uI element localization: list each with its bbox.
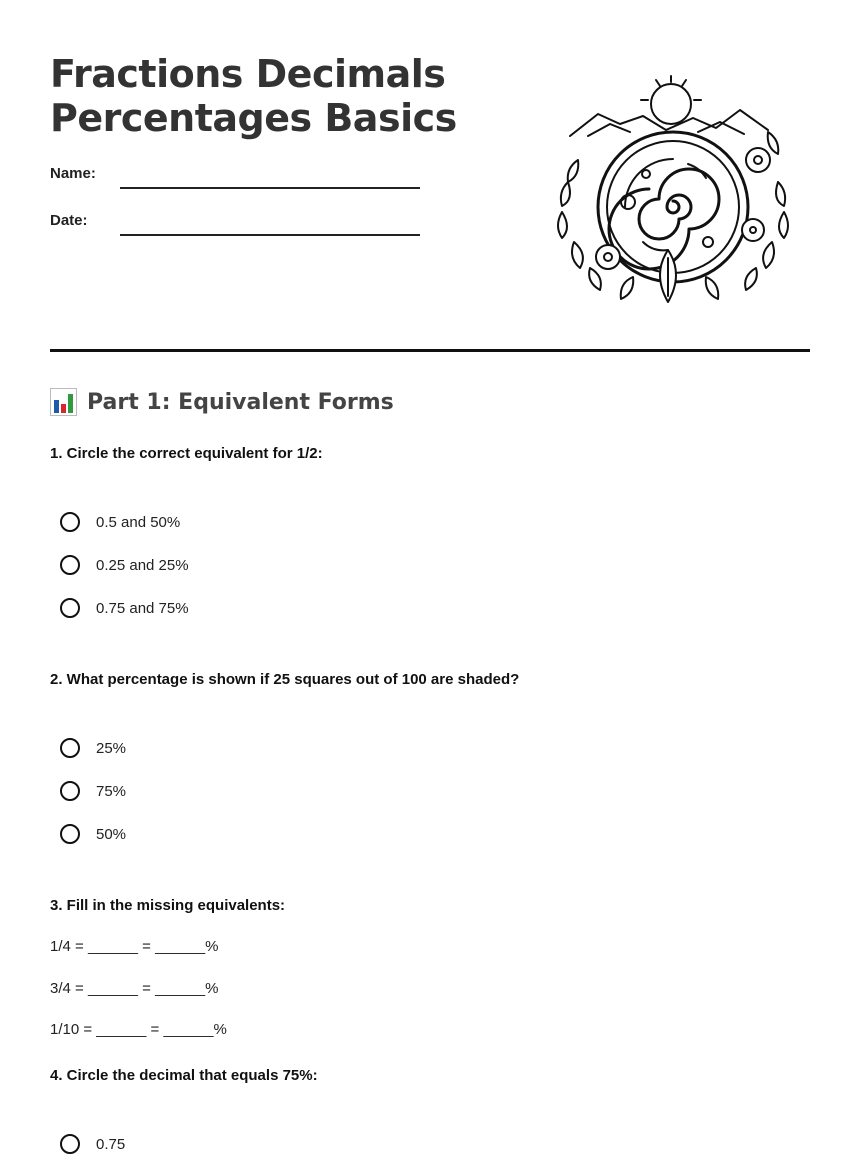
radio-circle[interactable] xyxy=(60,1134,80,1154)
radio-circle[interactable] xyxy=(60,738,80,758)
fill-line-1[interactable]: 1/4 = ______ = ______% xyxy=(50,938,219,955)
koru-emblem-illustration xyxy=(548,72,798,312)
q1-option-2[interactable] xyxy=(60,555,189,575)
title-line-1: Fractions Decimals xyxy=(50,52,446,96)
radio-circle[interactable] xyxy=(60,824,80,844)
option-label: 0.75 and 75% xyxy=(96,599,189,617)
title-line-2: Percentages Basics xyxy=(50,96,457,140)
worksheet-title xyxy=(50,52,457,140)
section-1-heading xyxy=(50,388,394,416)
q4-option-1[interactable] xyxy=(60,1134,125,1154)
radio-circle[interactable] xyxy=(60,555,80,575)
section-divider xyxy=(50,349,810,352)
question-3: 3. Fill in the missing equivalents: xyxy=(50,897,286,914)
q1-option-3[interactable] xyxy=(60,598,189,618)
radio-circle[interactable] xyxy=(60,512,80,532)
q2-option-1[interactable] xyxy=(60,738,126,758)
question-2: 2. What percentage is shown if 25 squares out of 100 are shaded? xyxy=(50,671,520,688)
date-label: Date: xyxy=(50,212,88,229)
question-1: 1. Circle the correct equivalent for 1/2: xyxy=(50,445,323,462)
fill-line-2[interactable]: 3/4 = ______ = ______% xyxy=(50,980,219,997)
name-label: Name: xyxy=(50,165,96,182)
q2-option-2[interactable] xyxy=(60,781,126,801)
q1-option-1[interactable] xyxy=(60,512,180,532)
option-label: 75% xyxy=(96,782,127,800)
radio-circle[interactable] xyxy=(60,781,80,801)
option-label: 0.75 xyxy=(96,1135,126,1153)
option-label: 50% xyxy=(96,825,127,843)
date-line[interactable] xyxy=(120,234,420,236)
question-4: 4. Circle the decimal that equals 75%: xyxy=(50,1067,318,1084)
name-line[interactable] xyxy=(120,187,420,189)
option-label: 0.25 and 25% xyxy=(96,556,189,574)
option-label: 25% xyxy=(96,739,127,757)
radio-circle[interactable] xyxy=(60,598,80,618)
q2-option-3[interactable] xyxy=(60,824,126,844)
section-1-title: Part 1: Equivalent Forms xyxy=(87,389,394,415)
fill-line-3[interactable]: 1/10 = ______ = ______% xyxy=(50,1021,227,1038)
bar-chart-icon xyxy=(50,388,77,416)
option-label: 0.5 and 50% xyxy=(96,513,181,531)
